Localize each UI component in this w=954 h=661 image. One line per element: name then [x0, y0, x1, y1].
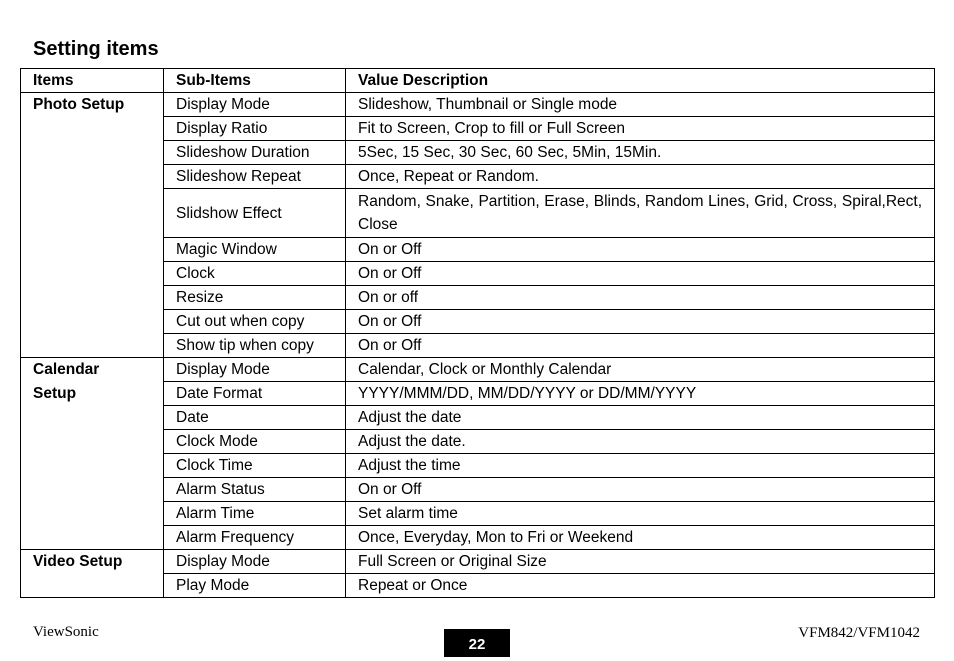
footer-model: VFM842/VFM1042 [798, 625, 920, 641]
sub-item-cell: Clock Time [164, 454, 346, 478]
page-number: 22 [444, 629, 510, 657]
column-header: Items [21, 69, 164, 93]
sub-item-cell: Clock [164, 262, 346, 286]
sub-item-cell: Slidshow Effect [164, 189, 346, 238]
table-row [21, 550, 935, 574]
group-name: Calendar [33, 361, 100, 378]
value-description-cell: Adjust the date [346, 406, 935, 430]
value-description-cell: Calendar, Clock or Monthly Calendar [346, 358, 935, 382]
group-name-cell [21, 358, 164, 550]
value-description-cell: On or Off [346, 310, 935, 334]
value-description-cell: Set alarm time [346, 502, 935, 526]
value-description-cell: Random, Snake, Partition, Erase, Blinds, Random Lines, Grid, Cross, Spiral,Rect, Close [346, 189, 935, 238]
value-description-cell: Once, Repeat or Random. [346, 165, 935, 189]
sub-item-cell: Display Mode [164, 93, 346, 117]
settings-table [20, 68, 935, 598]
value-description-cell: On or off [346, 286, 935, 310]
value-description-cell: Fit to Screen, Crop to fill or Full Screen [346, 117, 935, 141]
sub-item-cell: Alarm Frequency [164, 526, 346, 550]
sub-item-cell: Cut out when copy [164, 310, 346, 334]
sub-item-cell: Clock Mode [164, 430, 346, 454]
sub-item-cell: Display Mode [164, 550, 346, 574]
value-description-cell: YYYY/MMM/DD, MM/DD/YYYY or DD/MM/YYYY [346, 382, 935, 406]
group-name: Photo Setup [33, 96, 125, 113]
value-description-cell: 5Sec, 15 Sec, 30 Sec, 60 Sec, 5Min, 15Min. [346, 141, 935, 165]
group-name: Video Setup [33, 553, 123, 570]
table-row [21, 358, 935, 382]
sub-item-cell: Display Ratio [164, 117, 346, 141]
footer-brand: ViewSonic [33, 624, 99, 640]
value-description-cell: Slideshow, Thumbnail or Single mode [346, 93, 935, 117]
value-description-cell: On or Off [346, 238, 935, 262]
table-header-row [21, 69, 935, 93]
sub-item-cell: Alarm Status [164, 478, 346, 502]
sub-item-cell: Show tip when copy [164, 334, 346, 358]
group-name-cell [21, 93, 164, 358]
table-row [21, 93, 935, 117]
group-name-cell [21, 550, 164, 598]
sub-item-cell: Slideshow Duration [164, 141, 346, 165]
sub-item-cell: Play Mode [164, 574, 346, 598]
sub-item-cell: Magic Window [164, 238, 346, 262]
value-description-cell: Adjust the time [346, 454, 935, 478]
column-header: Value Description [346, 69, 935, 93]
value-description-cell: Full Screen or Original Size [346, 550, 935, 574]
value-description-cell: On or Off [346, 478, 935, 502]
column-header: Sub-Items [164, 69, 346, 93]
value-description-cell: On or Off [346, 262, 935, 286]
sub-item-cell: Date [164, 406, 346, 430]
table-body [21, 93, 935, 598]
value-description-cell: Repeat or Once [346, 574, 935, 598]
value-description-cell: Once, Everyday, Mon to Fri or Weekend [346, 526, 935, 550]
group-name: Setup [33, 385, 77, 402]
sub-item-cell: Display Mode [164, 358, 346, 382]
sub-item-cell: Slideshow Repeat [164, 165, 346, 189]
value-description-cell: On or Off [346, 334, 935, 358]
sub-item-cell: Date Format [164, 382, 346, 406]
value-description-cell: Adjust the date. [346, 430, 935, 454]
page-title: Setting items [33, 38, 159, 60]
sub-item-cell: Resize [164, 286, 346, 310]
sub-item-cell: Alarm Time [164, 502, 346, 526]
